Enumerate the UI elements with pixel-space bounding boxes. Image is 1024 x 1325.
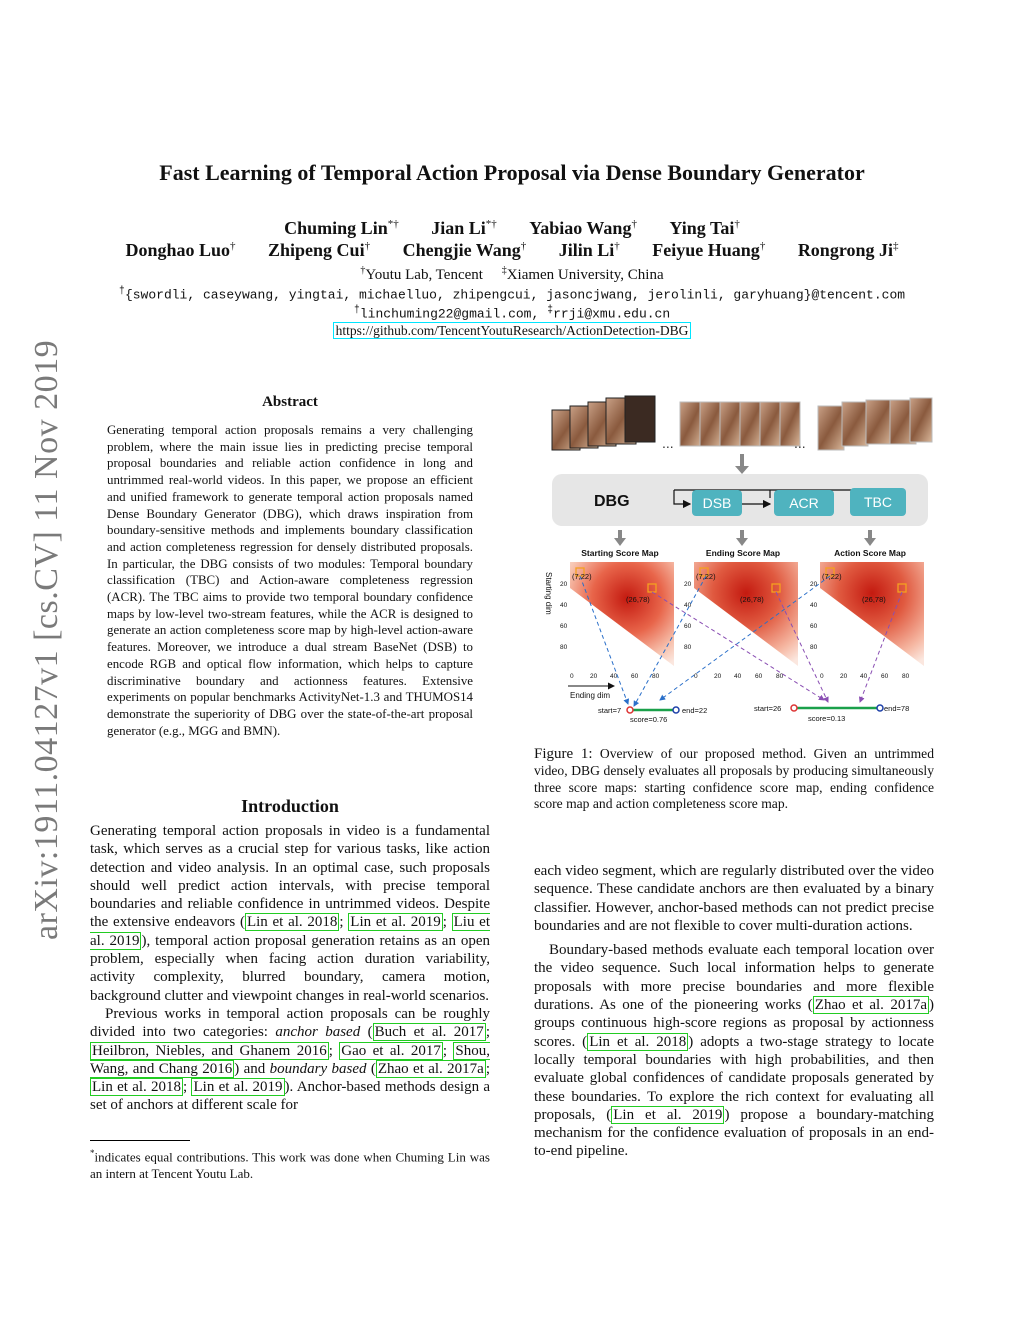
- affiliations: †Youtu Lab, Tencent ‡Xiamen University, China: [360, 265, 664, 283]
- emails-line-2: †linchuming22@gmail.com, ‡rrji@xmu.edu.cn: [353, 305, 671, 322]
- author: Yabiao Wang†: [529, 218, 637, 238]
- x-tick: 60: [631, 673, 639, 680]
- citation-link[interactable]: Zhao et al. 2017a: [377, 1060, 484, 1077]
- author: Donghao Luo†: [125, 240, 236, 260]
- x-tick: 60: [755, 673, 763, 680]
- y-tick: 20: [810, 581, 818, 588]
- proposal-2-end: end=78: [884, 704, 910, 713]
- citation-link[interactable]: Lin et al. 2019: [613, 1106, 723, 1123]
- x-tick: 80: [776, 673, 784, 680]
- dbg-label: DBG: [594, 493, 630, 510]
- author: Feiyue Huang†: [652, 240, 766, 260]
- proposal-1-score: score=0.76: [630, 715, 668, 724]
- citation-link[interactable]: Liu et al. 2019: [90, 914, 491, 949]
- repo-link[interactable]: https://github.com/TencentYoutuResearch/ActionDetection-DBG: [333, 322, 692, 339]
- point-label: (26,78): [862, 595, 886, 604]
- citation-link[interactable]: Lin et al. 2018: [246, 914, 338, 931]
- abstract-heading: Abstract: [262, 394, 318, 410]
- x-tick: 0: [570, 673, 574, 680]
- map-title-start: Starting Score Map: [581, 548, 659, 558]
- right-column-body: [534, 862, 934, 1161]
- figure-label: Figure 1:: [534, 746, 593, 762]
- y-tick: 80: [810, 644, 818, 651]
- repo-link-row: [0, 323, 1024, 339]
- right-paragraph-1: each video segment, which are regularly distributed over the video sequence. These candidate anchors are then evaluated by a binary classifier. However, anchor-based methods can not predict precise boundaries and are not flexible to cover multi-duration actions.: [534, 863, 934, 934]
- author: Chuming Lin*†: [284, 218, 399, 238]
- proposal-2-start: start=26: [754, 704, 782, 713]
- figure-1-diagram: [530, 388, 940, 728]
- introduction-body: [90, 822, 490, 1115]
- citation-link[interactable]: Heilbron, Niebles, and Ghanem 2016: [92, 1042, 327, 1059]
- proposal-1-end: end=22: [682, 706, 708, 715]
- proposal-2-end-dot: [877, 705, 883, 711]
- y-tick: 20: [684, 581, 692, 588]
- video-frames-middle: [680, 402, 800, 446]
- author: Ying Tai†: [669, 218, 740, 238]
- author: Zhipeng Cui†: [268, 240, 371, 260]
- point-label: (26,78): [626, 595, 650, 604]
- y-tick: 80: [560, 644, 568, 651]
- x-tick: 20: [714, 673, 722, 680]
- y-tick: 40: [560, 602, 568, 609]
- affiliation-tencent: Youtu Lab, Tencent: [365, 267, 483, 283]
- video-frames-right: [818, 398, 932, 450]
- x-tick: 0: [820, 673, 824, 680]
- introduction-heading: Introduction: [241, 796, 339, 816]
- proposal-1-start-dot: [627, 707, 633, 713]
- arxiv-stamp: arXiv:1911.04127v1 [cs.CV] 11 Nov 2019: [28, 339, 65, 940]
- author: Chengjie Wang†: [402, 240, 527, 260]
- proposal-1-start: start=7: [598, 706, 622, 715]
- frames-ellipsis: ...: [662, 435, 674, 451]
- x-axis-label: Ending dim: [570, 691, 611, 700]
- frames-ellipsis: ...: [794, 435, 806, 451]
- author: Rongrong Ji‡: [797, 240, 899, 260]
- x-tick: 40: [860, 673, 868, 680]
- x-tick: 60: [881, 673, 889, 680]
- y-tick: 60: [684, 623, 692, 630]
- x-tick: 40: [734, 673, 742, 680]
- y-axis-label: Starting dim: [544, 572, 553, 615]
- point-label: (7,22): [696, 572, 716, 581]
- y-tick: 80: [684, 644, 692, 651]
- y-tick: 20: [560, 581, 568, 588]
- author-row-1: [0, 218, 1024, 239]
- affiliation-xmu: Xiamen University, China: [506, 267, 664, 283]
- proposal-1-end-dot: [673, 707, 679, 713]
- footnote-rule: [90, 1140, 190, 1141]
- author: Jilin Li†: [558, 240, 620, 260]
- y-tick: 60: [810, 623, 818, 630]
- abstract-text: Generating temporal action proposals remains a very challenging problem, where the main issue lies in predicting precise temporal proposal boundaries and reliable action confidence in long and untrimmed real-world videos. In this paper, we propose an efficient and unified framework to generate temporal action proposals named Dense Boundary Generator (DBG), which draws inspiration from boundary-sensitive methods and implements boundary classification and action completeness regression for densely distributed proposals. In particular, the DBG consists of two modules: Temporal boundary classification (TBC) and Action-aware completeness regression (ACR). The TBC aims to provide two temporal boundary confidence maps by low-level two-stream features, while the ACR is designed to generate an action completeness score map by high-level action-aware features. Moreover, we introduce a dual stream BaseNet (DSB) to encode RGB and optical flow information, which helps to capture discriminative boundary and actionness features. Extensive experiments on popular benchmarks ActivityNet-1.3 and THUMOS14 demonstrate the superiority of DBG over the state-of-the-art proposal generator (e.g., MGG and BMN).: [107, 423, 473, 738]
- citation-link[interactable]: Lin et al. 2018: [589, 1033, 687, 1050]
- y-tick: 40: [684, 602, 692, 609]
- citation-link[interactable]: Zhao et al. 2017a: [814, 997, 927, 1014]
- point-label: (7,22): [572, 572, 592, 581]
- intro-paragraph-1: Generating temporal action proposals in video is a fundamental task, which serves as a crucial step for various tasks, like action detection and video analysis. In an optimal case, such proposals should well predict action intervals, with precise temporal boundaries and reliable confidence in untrimmed videos. Despite the extensive endeavors ( Lin et al. 2018 ; Lin et al. 2019 ; Liu et al. 2019 ), temporal action proposal generation retains as an open problem, especially when facing action duration variability, activity complexity, blurred boundary, camera motion, background clutter and viewpoint changes in real-world scenarios.: [90, 823, 491, 1004]
- citation-link[interactable]: Lin et al. 2018: [92, 1079, 182, 1096]
- map-title-end: Ending Score Map: [705, 548, 781, 558]
- x-tick: 20: [590, 673, 598, 680]
- author: Jian Li*†: [431, 218, 497, 238]
- x-tick: 80: [902, 673, 910, 680]
- module-dsb-label: DSB: [702, 495, 732, 511]
- author-row-2: [0, 240, 1024, 261]
- video-frames-left: [552, 396, 655, 450]
- proposal-2-start-dot: [791, 705, 797, 711]
- x-tick: 80: [652, 673, 660, 680]
- y-tick: 40: [810, 602, 818, 609]
- right-paragraph-2: Boundary-based methods evaluate each temporal location over the video sequence. Such local information helps to generate proposals with more precise boundaries and more flexible durations. As one of the pioneering works ( Zhao et al. 2017a ) groups continuous high-score regions as proposal by actionness scores. ( Lin et al. 2018 ) adopts a two-stage strategy to locate locally temporal boundaries with high probabilities, and then evaluate global confidences of candidate proposals generated by these boundaries. To explore the rich context for evaluating all proposals, ( Lin et al. 2019 ) propose a boundary-matching mechanism for the confidence evaluation of proposals in an end-to-end pipeline.: [534, 942, 935, 1160]
- module-tbc-label: TBC: [864, 494, 892, 510]
- citation-link[interactable]: Gao et al. 2017: [341, 1042, 441, 1059]
- citation-link[interactable]: Lin et al. 2019: [350, 914, 441, 931]
- proposal-2-score: score=0.13: [808, 714, 846, 723]
- figure-1-caption: Figure 1: Overview of our proposed method. Given an untrimmed video, DBG densely evaluates all proposals by producing simultaneously three score maps: starting confidence score map, ending confidence score map and action completeness score map.: [534, 746, 934, 812]
- paper-title: Fast Learning of Temporal Action Proposal via Dense Boundary Generator: [159, 160, 865, 185]
- x-tick: 20: [840, 673, 848, 680]
- intro-paragraph-2: Previous works in temporal action proposals can be roughly divided into two categories: anchor based ( Buch et al. 2017 ; Heilbron, Niebles, and Ghanem 2016 ; Gao et al. 2017 ; Shou, Wang, and Chang 2016 ) and boundary based ( Zhao et al. 2017a ; Lin et al. 2018 ; Lin et al. 2019 ). Anchor-based methods design a set of anchors at different scale for: [90, 1005, 491, 1114]
- module-acr-label: ACR: [789, 495, 819, 511]
- map-title-action: Action Score Map: [834, 548, 906, 558]
- citation-link[interactable]: Shou, Wang, and Chang 2016: [90, 1042, 490, 1077]
- footnote: *indicates equal contributions. This work was done when Chuming Lin was an intern at Tencent Youtu Lab.: [90, 1148, 490, 1181]
- point-label: (7,22): [822, 572, 842, 581]
- citation-link[interactable]: Lin et al. 2019: [193, 1079, 283, 1096]
- y-tick: 60: [560, 623, 568, 630]
- x-tick: 0: [694, 673, 698, 680]
- point-label: (26,78): [740, 595, 764, 604]
- x-tick: 40: [610, 673, 618, 680]
- citation-link[interactable]: Buch et al. 2017: [374, 1024, 484, 1041]
- emails-line-1: †{swordli, caseywang, yingtai, michaelluo, zhipengcui, jasoncjwang, jerolinli, garyhuang}@tencent.com: [118, 286, 906, 303]
